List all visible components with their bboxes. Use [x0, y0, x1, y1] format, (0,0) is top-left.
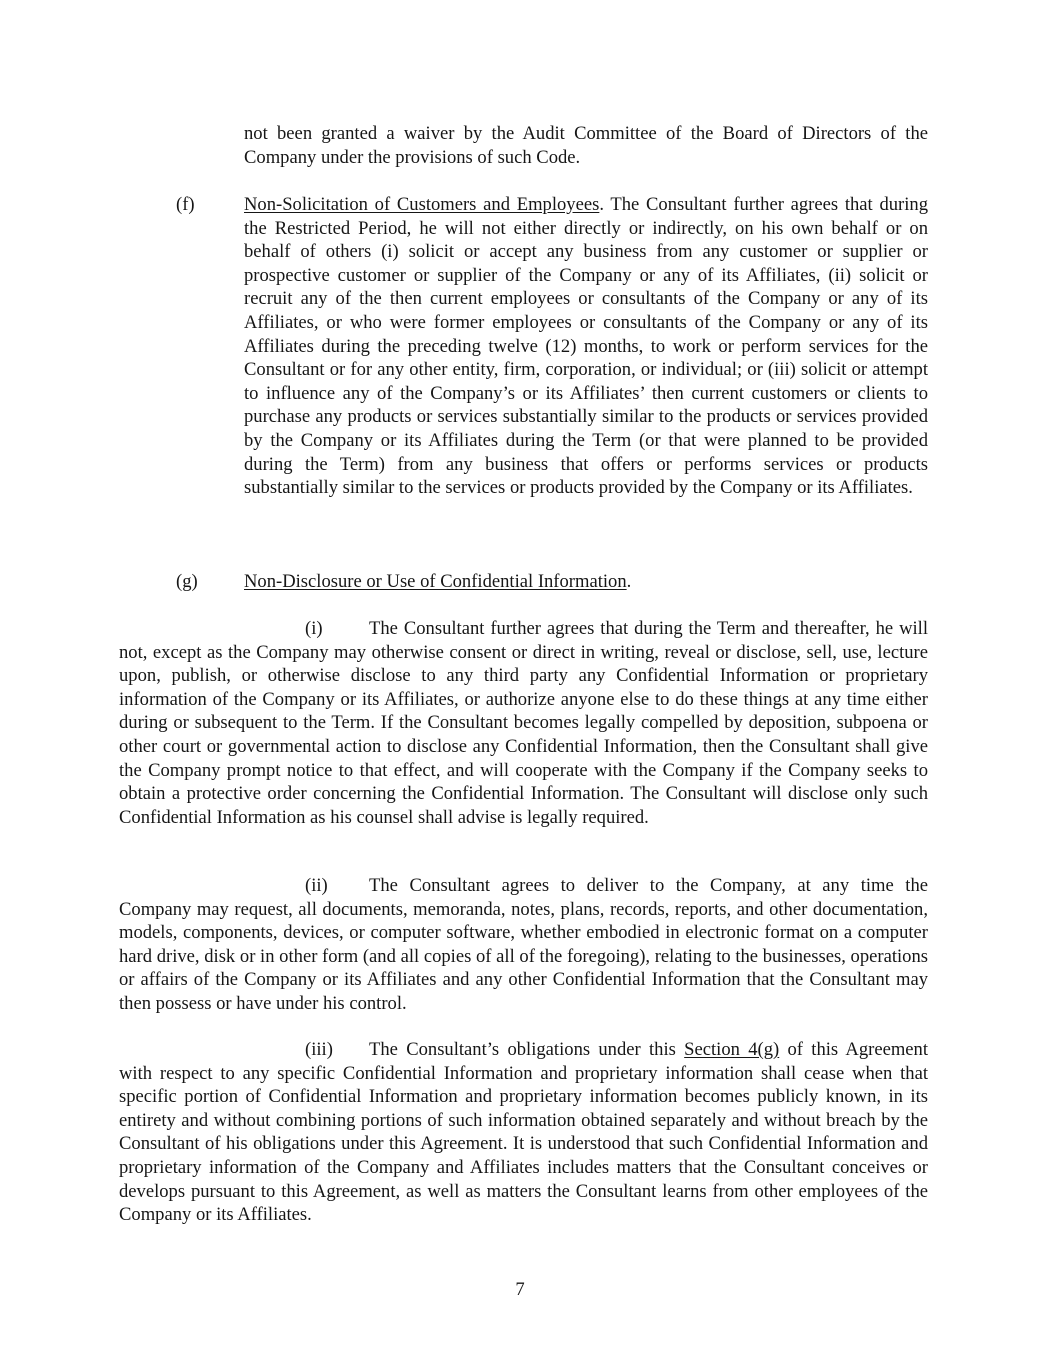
paragraph-i-text: The Consultant further agrees that during the Term and thereafter, he will not, except as the Company may otherwise consent or direct in writing, reveal or disclose, sell, use, lecture upon, publish, or otherwise disclose to any third party any Confidential Information or proprietary information of the Company or its Affiliates, or authorize anyone else to do these things at any time either during or subsequent to the Term. If the Consultant becomes legally compelled by deposition, subpoena or other court or governmental action to disclose any Confidential Information, then the Consultant shall give the Company prompt notice to that effect, and will cooperate with the Company if the Company seeks to obtain a protective order concerning the Confidential Information. The Consultant will disclose only such Confidential Information as his counsel shall advise is legally required. [119, 618, 928, 828]
paragraph-ii-number: (ii) [305, 875, 328, 896]
paragraph-i-number: (i) [305, 618, 323, 639]
page-number: 7 [515, 1279, 525, 1300]
section-g-paragraph-ii [119, 874, 928, 1016]
paragraph-ii-text: The Consultant agrees to deliver to the Company, at any time the Company may request, all documents, memoranda, notes, plans, records, reports, and other documentation, models, components, devices, or computer software, whether embodied in electronic format on a computer hard drive, disk or in other form (and all copies of all of the foregoing), relating to the businesses, operations or affairs of the Company or its Affiliates and any other Confidential Information that the Consultant may then possess or have under his control. [119, 875, 928, 1014]
section-f-label: (f) [176, 194, 195, 215]
section-g-heading-line [244, 570, 928, 594]
section-f-heading: Non-Solicitation of Customers and Employees [244, 194, 600, 215]
section-f-heading-end: . [599, 194, 604, 215]
continuation-paragraph: not been granted a waiver by the Audit Committee of the Board of Directors of the Company under the provisions of such Code. [244, 123, 928, 168]
paragraph-iii-number: (iii) [305, 1039, 333, 1060]
section-4g-reference: Section 4(g) [684, 1039, 780, 1060]
paragraph-iii-text-before: The Consultant’s obligations under this [369, 1039, 685, 1060]
section-g-label: (g) [176, 571, 198, 592]
section-g-paragraph-i [119, 617, 928, 829]
section-g-paragraph-iii [119, 1038, 928, 1227]
section-f-body: The Consultant further agrees that during the Restricted Period, he will not either directly or indirectly, on his own behalf or on behalf of others (i) solicit or accept any business from any customer or supplier or prospective customer or supplier of the Company or any of its Affiliates, (ii) solicit or recruit any of the then current employees or consultants of the Company or any of its Affiliates, or who were former employees or consultants of the Company or any of its Affiliates during the preceding twelve (12) months, to work or perform services for the Consultant or for any other entity, firm, corporation, or individual; or (iii) solicit or attempt to influence any of the Company’s or its Affiliates’ then current customers or clients to purchase any products or services substantially similar to the products or services provided by the Company or its Affiliates during the Term (or that were planned to be provided during the Term) from any business that offers or performs services or products substantially similar to the services or products provided by the Company or its Affiliates. [244, 194, 928, 499]
section-f-paragraph [244, 193, 928, 500]
section-g-heading: Non-Disclosure or Use of Confidential Information [244, 571, 627, 592]
paragraph-iii-text-after: of this Agreement with respect to any specific Confidential Information and proprietary information shall cease when that specific portion of Confidential Information and proprietary information becomes publicly known, in its entirety and without combining portions of such information obtained separately and without breach by the Consultant of his obligations under this Agreement. It is understood that such Confidential Information and proprietary information of the Company and Affiliates includes matters that the Consultant conceives or develops pursuant to this Agreement, as well as matters the Consultant learns from other employees of the Company or its Affiliates. [119, 1039, 929, 1226]
section-g-heading-end: . [626, 571, 632, 592]
